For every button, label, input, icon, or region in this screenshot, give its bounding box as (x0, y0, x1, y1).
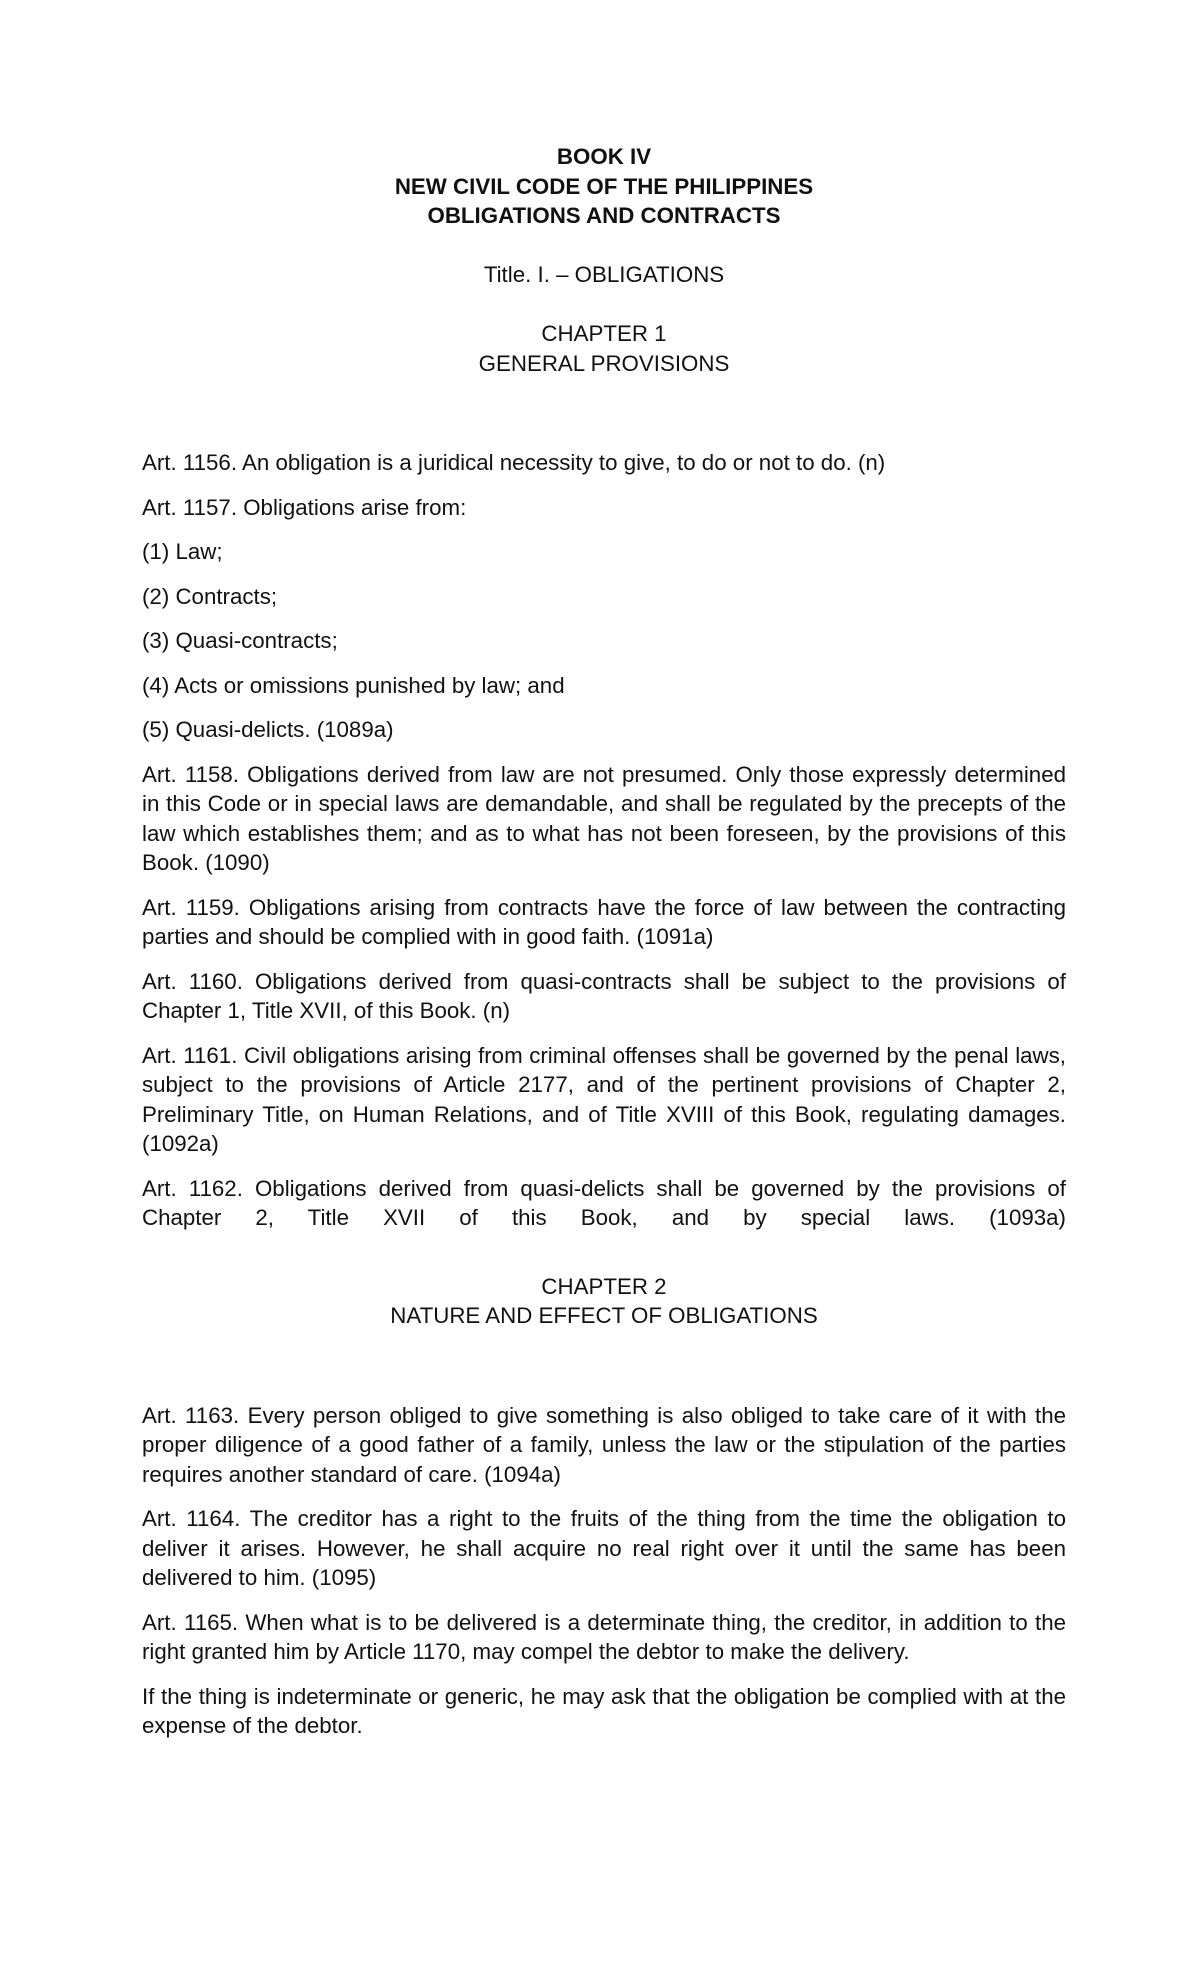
book-subject: OBLIGATIONS AND CONTRACTS (427, 203, 781, 228)
article-1162: Art. 1162. Obligations derived from quasi-delicts shall be governed by the provisions of Chapter 2, Title XVII of this Book, and by special laws. (1093a) (142, 1175, 1066, 1230)
list-item-law: (1) Law; (142, 539, 223, 564)
article-1158: Art. 1158. Obligations derived from law are not presumed. Only those expressly determined in this Code or in special laws are demandable, and shall be regulated by the precepts of the law which establishes them; and as to what has not been foreseen, by the provisions of this Book. (1090) (142, 761, 1066, 875)
list-item-acts-omissions: (4) Acts or omissions punished by law; and (142, 672, 565, 698)
article-1161: Art. 1161. Civil obligations arising from criminal offenses shall be governed by the penal laws, subject to the provisions of Article 2177, and of the pertinent provisions of Chapter 2, Preliminary Title, on Human Relations, and of Title XVIII of this Book, regulating damages. (1092a) (142, 1042, 1066, 1156)
article-1165: Art. 1165. When what is to be delivered is a determinate thing, the creditor, in addition to the right granted him by Article 1170, may compel the debtor to make the delivery. (142, 1609, 1066, 1664)
list-item-quasi-contracts: (3) Quasi-contracts; (142, 628, 338, 653)
document-page (142, 142, 1066, 1741)
code-name: NEW CIVIL CODE OF THE PHILIPPINES (394, 173, 814, 199)
title-heading: Title. I. – OBLIGATIONS (483, 261, 725, 287)
article-1163: Art. 1163. Every person obliged to give something is also obliged to take care of it with the proper diligence of a good father of a family, unless the law or the stipulation of the parties requires another standard of care. (1094a) (142, 1402, 1066, 1487)
chapter-1-body (142, 448, 1066, 1233)
chapter-2-body (142, 1401, 1066, 1741)
book-heading (142, 142, 1066, 231)
chapter-2-heading (142, 1272, 1066, 1331)
article-1165-paragraph-2: If the thing is indeterminate or generic, he may ask that the obligation be complied with at the expense of the debtor. (142, 1683, 1066, 1738)
chapter-1-heading (142, 319, 1066, 378)
chapter-1-name: GENERAL PROVISIONS (478, 350, 730, 376)
article-1159: Art. 1159. Obligations arising from contracts have the force of law between the contracting parties and should be complied with in good faith. (1091a) (142, 894, 1066, 949)
chapter-2-name: NATURE AND EFFECT OF OBLIGATIONS (390, 1303, 818, 1328)
book-number: BOOK IV (556, 144, 652, 169)
article-1164: Art. 1164. The creditor has a right to the fruits of the thing from the time the obligation to deliver it arises. However, he shall acquire no real right over it until the same has been delivered to him. (1095) (142, 1506, 1066, 1590)
article-1156: Art. 1156. An obligation is a juridical necessity to give, to do or not to do. (n) (142, 450, 886, 475)
article-1157: Art. 1157. Obligations arise from: (142, 494, 467, 520)
article-1160: Art. 1160. Obligations derived from quasi-contracts shall be subject to the provisions of Chapter 1, Title XVII, of this Book. (n) (142, 968, 1066, 1023)
chapter-2-number: CHAPTER 2 (541, 1273, 667, 1299)
chapter-1-number: CHAPTER 1 (541, 321, 667, 346)
list-item-quasi-delicts: (5) Quasi-delicts. (1089a) (142, 717, 394, 742)
list-item-contracts: (2) Contracts; (142, 583, 278, 609)
